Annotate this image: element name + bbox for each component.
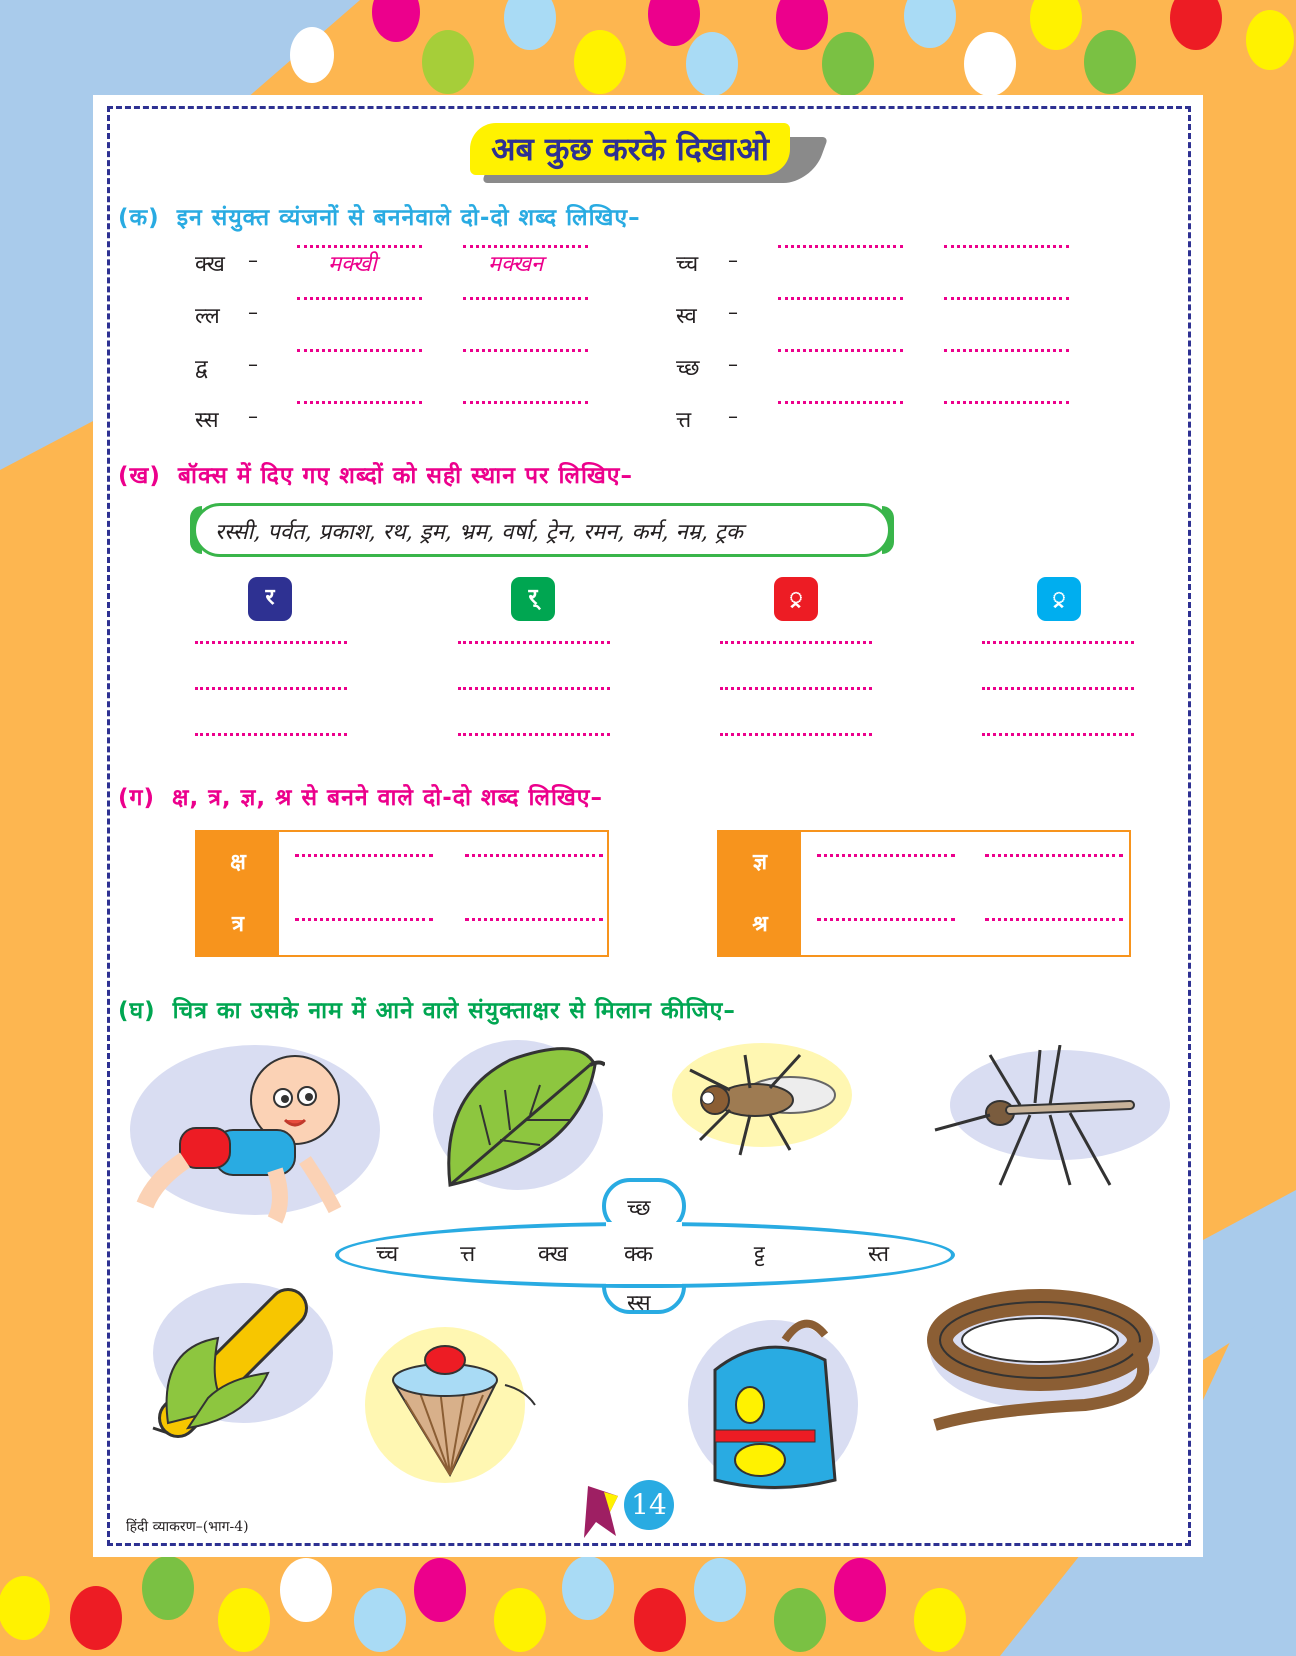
answer-line[interactable] (465, 854, 603, 857)
rope-picture[interactable] (925, 1285, 1170, 1435)
answer-line[interactable] (982, 641, 1134, 644)
answer-line[interactable] (778, 401, 903, 404)
ga-cell-ksha: क्ष (197, 832, 279, 894)
section-kha-heading (118, 458, 633, 490)
answer-line[interactable] (458, 733, 610, 736)
conjunct-label: स्व (676, 304, 697, 329)
letter-chip: ्र (774, 577, 818, 621)
school-bag-picture[interactable] (685, 1310, 860, 1495)
answer-line[interactable] (458, 687, 610, 690)
ga-cell-tra: त्र (197, 894, 279, 956)
section-ka-label: (क) (118, 205, 160, 231)
ga-cell-shra: श्र (719, 894, 801, 956)
conjunct-option[interactable]: स्त (868, 1242, 890, 1267)
filled-answer: मक्खन (488, 252, 544, 277)
conjunct-option[interactable]: च्च (376, 1242, 399, 1267)
section-ga-label: (ग) (118, 785, 155, 811)
dash: – (248, 300, 258, 324)
answer-line[interactable] (817, 918, 955, 921)
conjunct-label: क्ख (195, 252, 225, 277)
conjunct-label: द्व (195, 356, 208, 381)
answer-line[interactable] (458, 641, 610, 644)
conjunct-label: ल्ल (195, 304, 220, 329)
dash: – (728, 404, 738, 428)
section-gha-instruction: चित्र का उसके नाम में आने वाले संयुक्ताक्षर से मिलान कीजिए– (172, 998, 736, 1024)
dash: – (728, 300, 738, 324)
answer-line[interactable] (465, 918, 603, 921)
mosquito-picture[interactable] (930, 1045, 1170, 1190)
answer-line[interactable] (297, 401, 422, 404)
conjunct-bottom[interactable]: स्स (627, 1291, 651, 1316)
answer-line[interactable] (985, 918, 1123, 921)
answer-line[interactable] (982, 733, 1134, 736)
answer-line[interactable] (195, 687, 347, 690)
answer-line[interactable] (297, 349, 422, 352)
filled-answer: मक्खी (328, 252, 377, 277)
section-kha-label: (ख) (118, 463, 161, 489)
answer-line[interactable] (944, 245, 1069, 248)
answer-line[interactable] (195, 733, 347, 736)
answer-line[interactable] (195, 641, 347, 644)
conjunct-option[interactable]: ट्ट (754, 1242, 765, 1267)
ga-cell-gya: ज्ञ (719, 832, 801, 894)
fly-picture[interactable] (670, 1040, 855, 1165)
dash: – (248, 248, 258, 272)
baby-picture[interactable] (125, 1040, 385, 1240)
answer-line[interactable] (295, 918, 433, 921)
bookmark-ribbon-icon (582, 1486, 622, 1538)
answer-line[interactable] (463, 349, 588, 352)
answer-line[interactable] (778, 349, 903, 352)
leaf-picture[interactable] (430, 1035, 605, 1200)
letter-chip: ्र (1037, 577, 1081, 621)
answer-line[interactable] (720, 687, 872, 690)
answer-line[interactable] (778, 297, 903, 300)
page-number: 14 (624, 1480, 674, 1530)
answer-line[interactable] (778, 245, 903, 248)
section-gha-heading (118, 993, 736, 1025)
dash: – (728, 248, 738, 272)
dash: – (248, 404, 258, 428)
letter-chip: र् (511, 577, 555, 621)
conjunct-option[interactable]: क्ख (538, 1242, 568, 1267)
answer-line[interactable] (295, 854, 433, 857)
answer-line[interactable] (463, 401, 588, 404)
answer-line[interactable] (982, 687, 1134, 690)
answer-line[interactable] (944, 297, 1069, 300)
answer-line[interactable] (817, 854, 955, 857)
section-kha-instruction: बॉक्स में दिए गए शब्दों को सही स्थान पर लिखिए– (177, 463, 633, 489)
conjunct-option[interactable]: त्त (460, 1242, 476, 1267)
conjunct-label: स्स (195, 408, 219, 433)
conjunct-option[interactable]: क्क (624, 1242, 653, 1267)
answer-line[interactable] (944, 401, 1069, 404)
section-gha-label: (घ) (118, 998, 156, 1024)
conjunct-top[interactable]: च्छ (627, 1196, 651, 1221)
word-box-text: रस्सी, पर्वत, प्रकाश, रथ, ड्रम, भ्रम, वर्षा, ट्रेन, रमन, कर्म, नम्र, ट्रक (215, 520, 743, 545)
answer-line[interactable] (944, 349, 1069, 352)
answer-line[interactable] (297, 297, 422, 300)
conjunct-label: च्छ (676, 356, 700, 381)
ga-table-left (195, 830, 609, 957)
dash: – (728, 352, 738, 376)
answer-line[interactable] (720, 733, 872, 736)
answer-line[interactable] (985, 854, 1123, 857)
conjunct-label: त्त (676, 408, 692, 433)
letter-chip: र (248, 577, 292, 621)
section-ka-instruction: इन संयुक्त व्यंजनों से बननेवाले दो-दो शब्द लिखिए– (176, 205, 641, 231)
section-ga-instruction: क्ष, त्र, ज्ञ, श्र से बनने वाले दो-दो शब्द लिखिए– (172, 785, 603, 811)
book-footer: हिंदी व्याकरण–(भाग-4) (126, 1519, 249, 1535)
dash: – (248, 352, 258, 376)
title-banner (470, 123, 790, 175)
section-ga-heading (118, 780, 603, 812)
answer-line[interactable] (720, 641, 872, 644)
answer-line[interactable] (463, 297, 588, 300)
spinning-top-picture[interactable] (365, 1325, 545, 1490)
page-title: अब कुछ करके दिखाओ (470, 123, 790, 175)
section-ka-heading (118, 200, 641, 232)
ga-table-right (717, 830, 1131, 957)
corn-picture[interactable] (148, 1278, 333, 1438)
conjunct-label: च्च (676, 252, 699, 277)
